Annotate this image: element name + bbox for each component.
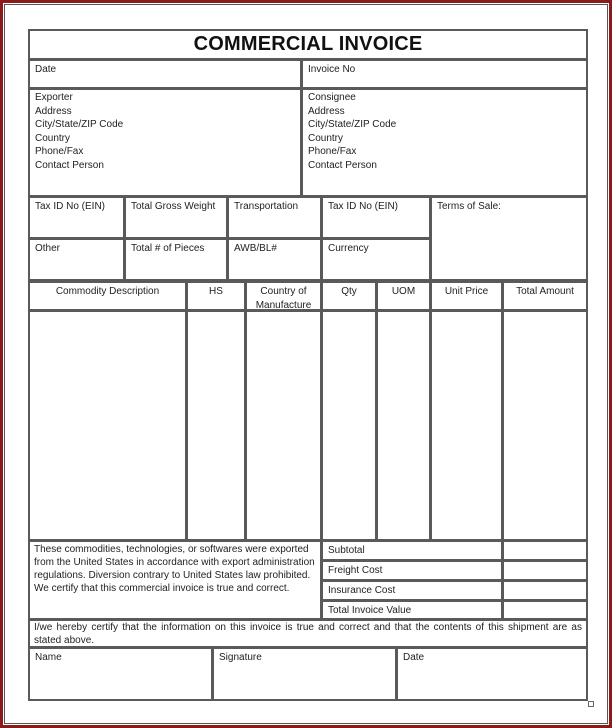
total-value-label-cell	[321, 600, 503, 620]
awb-bl-field[interactable]	[227, 238, 322, 281]
gross-weight-label: Total Gross Weight	[131, 201, 216, 212]
tax-id-exporter-field[interactable]	[28, 196, 125, 239]
col-header-hs	[186, 281, 246, 311]
exporter-phone-label: Phone/Fax	[35, 146, 84, 157]
consignee-block[interactable]	[301, 88, 588, 197]
exporter-country-label: Country	[35, 132, 71, 144]
exporter-address-label: Address	[35, 105, 72, 117]
signature-label: Signature	[219, 652, 262, 663]
col-header-unit-price	[430, 281, 503, 311]
insurance-label: Insurance Cost	[328, 585, 396, 596]
col-body-description[interactable]	[28, 310, 187, 541]
awb-bl-label: AWB/BL#	[234, 243, 277, 254]
col-header-country	[245, 281, 322, 311]
exporter-city-label: City/State/ZIP Code	[35, 119, 124, 130]
col-body-unit-price[interactable]	[430, 310, 503, 541]
col-description-label: Commodity Description	[55, 286, 160, 297]
consignee-city-label: City/State/ZIP Code	[308, 119, 397, 130]
col-hs-label: HS	[209, 286, 223, 297]
col-body-qty[interactable]	[321, 310, 377, 541]
other-field[interactable]	[28, 238, 125, 281]
consignee-phone-label: Phone/Fax	[308, 146, 357, 157]
date-field[interactable]	[28, 59, 302, 89]
col-qty-label: Qty	[341, 286, 357, 297]
col-body-hs[interactable]	[186, 310, 246, 541]
transportation-field[interactable]	[227, 196, 322, 239]
transportation-label: Transportation	[234, 201, 299, 212]
export-statement-box	[28, 540, 322, 620]
invoice-no-field[interactable]	[301, 59, 588, 89]
insurance-value-field[interactable]	[502, 580, 588, 601]
total-value-field[interactable]	[502, 600, 588, 620]
subtotal-label: Subtotal	[328, 545, 365, 556]
other-label: Other	[35, 243, 61, 254]
terms-of-sale-field[interactable]	[430, 196, 588, 281]
currency-label: Currency	[328, 243, 369, 254]
col-body-country[interactable]	[245, 310, 322, 541]
exporter-contact-label: Contact Person	[35, 159, 104, 171]
signature-field[interactable]	[212, 647, 397, 701]
freight-label: Freight Cost	[328, 565, 383, 576]
tax-id-consignee-field[interactable]	[321, 196, 431, 239]
col-total-amount-label: Total Amount	[516, 286, 574, 297]
total-value-label: Total Invoice Value	[328, 605, 412, 616]
exporter-label: Exporter	[35, 92, 73, 103]
invoice-title-box	[28, 29, 588, 60]
total-pieces-field[interactable]	[124, 238, 228, 281]
date-label: Date	[35, 64, 57, 75]
col-body-uom[interactable]	[376, 310, 431, 541]
col-header-qty	[321, 281, 377, 311]
col-unit-price-label: Unit Price	[444, 286, 489, 297]
freight-value-field[interactable]	[502, 560, 588, 581]
date-signed-label: Date	[403, 652, 425, 663]
name-label: Name	[35, 652, 62, 663]
consignee-label: Consignee	[308, 92, 356, 103]
currency-field[interactable]	[321, 238, 431, 281]
tax-id-exporter-label: Tax ID No (EIN)	[35, 201, 106, 212]
gross-weight-field[interactable]	[124, 196, 228, 239]
col-uom-label: UOM	[391, 286, 416, 297]
certification-text: I/we hereby certify that the information on this invoice is true and correct and that the contents of this shipment are as stated above.	[34, 622, 582, 646]
consignee-address-label: Address	[308, 105, 345, 117]
consignee-contact-label: Contact Person	[308, 159, 377, 171]
subtotal-label-cell	[321, 540, 503, 561]
invoice-title: COMMERCIAL INVOICE	[193, 33, 423, 55]
certification-box	[28, 619, 588, 648]
resize-handle-icon	[588, 701, 594, 707]
insurance-label-cell	[321, 580, 503, 601]
exporter-block[interactable]	[28, 88, 302, 197]
col-body-total-amount[interactable]	[502, 310, 588, 541]
invoice-no-label: Invoice No	[308, 64, 356, 75]
col-header-uom	[376, 281, 431, 311]
date-signed-field[interactable]	[396, 647, 588, 701]
export-statement-text: These commodities, technologies, or softwares were exported from the United States in accordance with export administration regulations. Diversion contrary to United States law prohibited. We certify that this commercial invoice is true and correct.	[34, 544, 315, 594]
tax-id-consignee-label: Tax ID No (EIN)	[328, 201, 399, 212]
subtotal-value-field[interactable]	[502, 540, 588, 561]
terms-of-sale-label: Terms of Sale:	[437, 201, 501, 212]
col-country-label: Country of Manufacture	[255, 286, 312, 311]
col-header-total-amount	[502, 281, 588, 311]
name-field[interactable]	[28, 647, 213, 701]
total-pieces-label: Total # of Pieces	[131, 243, 205, 254]
col-header-description	[28, 281, 187, 311]
consignee-country-label: Country	[308, 132, 344, 144]
freight-label-cell	[321, 560, 503, 581]
